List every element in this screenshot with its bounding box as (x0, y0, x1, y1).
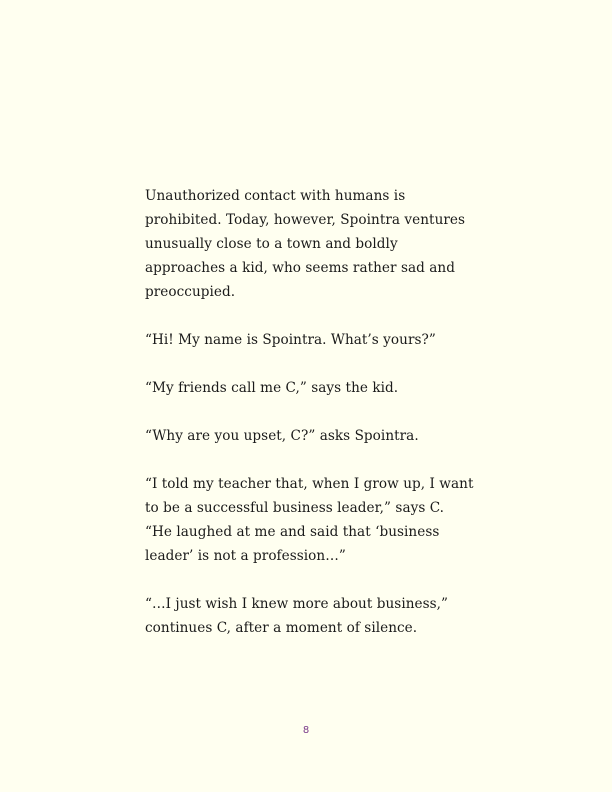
paragraph: “Why are you upset, C?” asks Spointra. (145, 428, 419, 444)
paragraph: Unauthorized contact with humans is prohibited. Today, however, Spointra ventures unusually close to a town and boldly approaches a kid, who seems rather sad and preoccupied. (145, 188, 466, 300)
paragraph: “Hi! My name is Spointra. What’s yours?” (145, 332, 436, 348)
story-text (145, 184, 475, 640)
paragraph: “I told my teacher that, when I grow up, I want to be a successful business leader,” says C. “He laughed at me and said that ‘business leader’ is not a profession…” (145, 476, 474, 564)
paragraph: “…I just wish I knew more about business,” continues C, after a moment of silence. (145, 596, 449, 636)
paragraph: “My friends call me C,” says the kid. (145, 380, 399, 396)
page-number: 8 (302, 725, 310, 736)
